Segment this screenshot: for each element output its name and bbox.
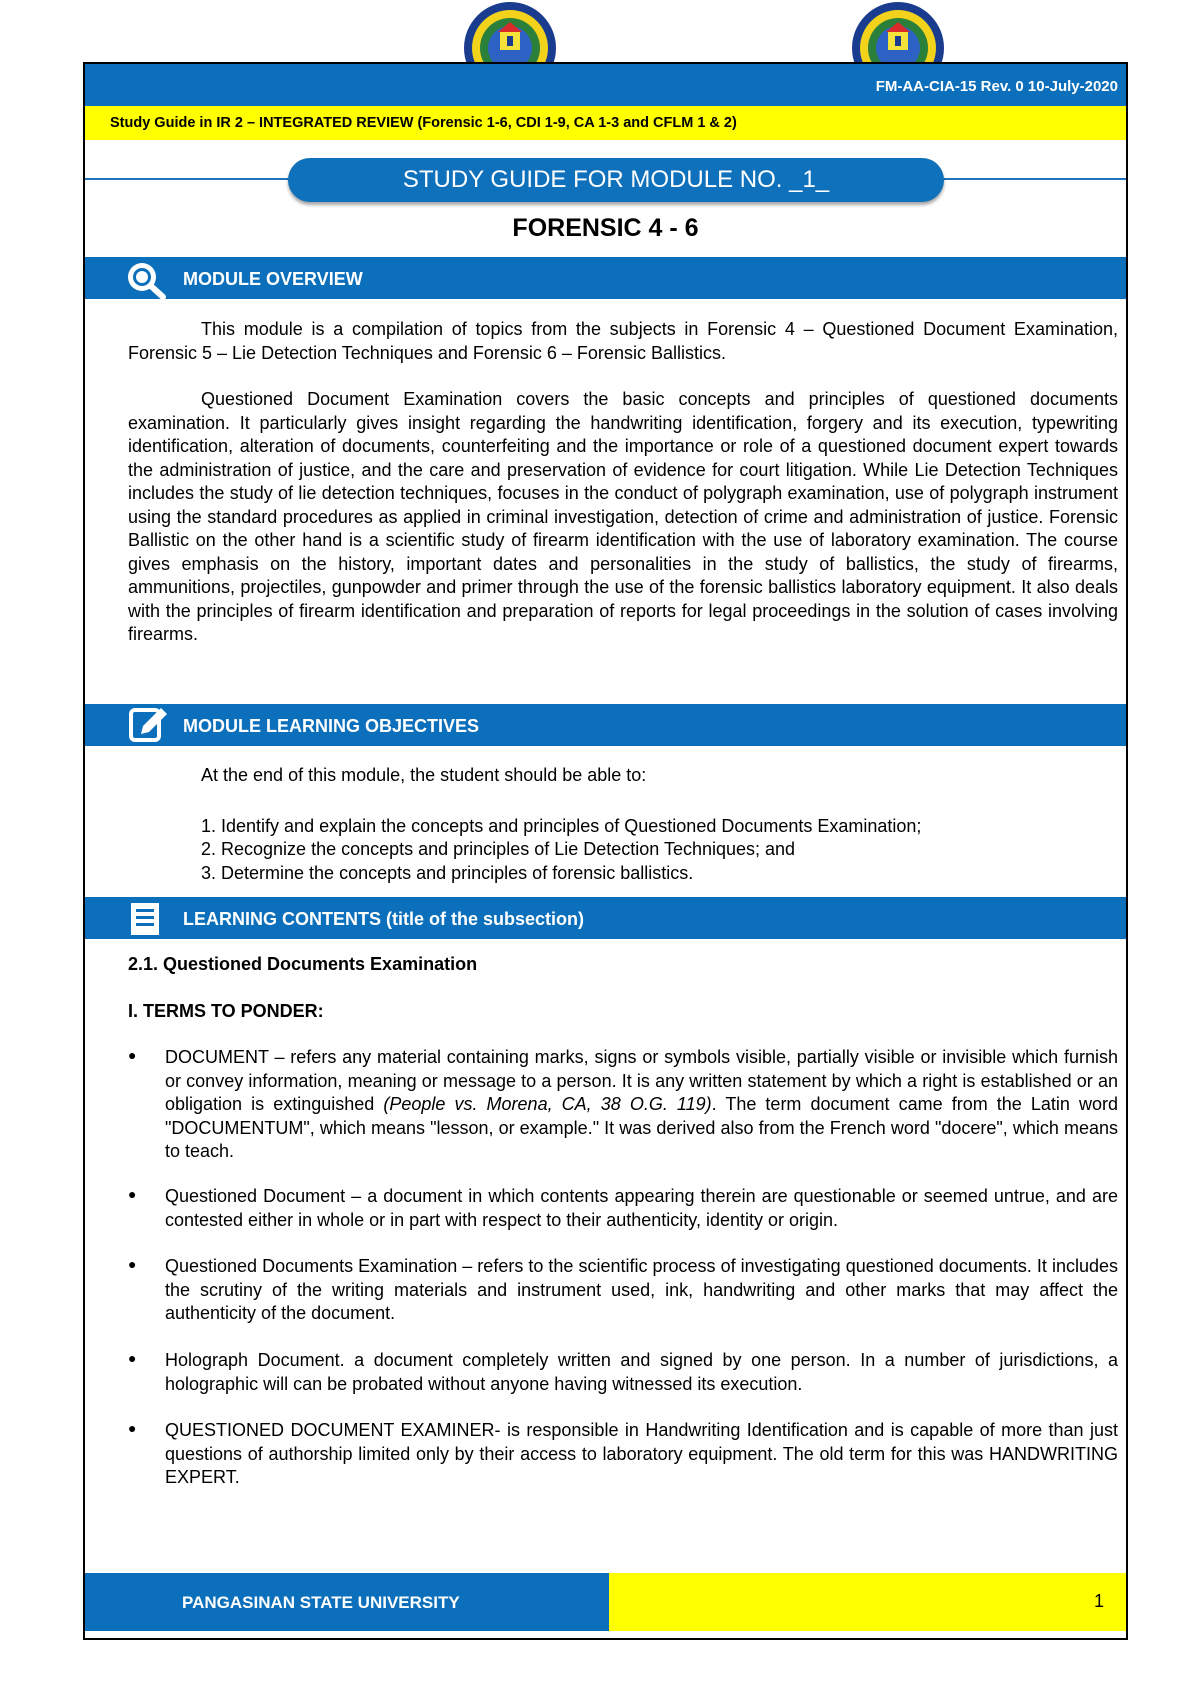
footer-page-bar [609, 1573, 1126, 1631]
term-text: DOCUMENT – refers any material containing marks, signs or symbols visible, partially visible or invisible which furnish or convey information, meaning or message to a person. It is any written statement by which a right is established or an obligation is extinguished [165, 1047, 1118, 1114]
overview-bar [85, 257, 1126, 299]
term-text: Holograph Document. a document completely written and signed by one person. In a number of jurisdictions, a holographic will can be probated without anyone having witnessed its execution. [165, 1350, 1118, 1394]
objective-item-1: 1. Identify and explain the concepts and principles of Questioned Documents Examination; [201, 816, 922, 836]
term-text: QUESTIONED DOCUMENT EXAMINER- is responsible in Handwriting Identification and is capable of more than just questions of authorship limited only by their access to laboratory equipment. The old term for this was HANDWRITING EXPERT. [165, 1420, 1118, 1487]
term-document [165, 1046, 1118, 1164]
terms-heading: I. TERMS TO PONDER: [128, 1001, 324, 1021]
study-guide-label: Study Guide in IR 2 – INTEGRATED REVIEW (Forensic 1-6, CDI 1-9, CA 1-3 and CFLM 1 & 2) [110, 115, 737, 131]
overview-paragraph-2: Questioned Document Examination covers the basic concepts and principles of questioned documents examination. It particularly gives insight regarding the handwriting identification, forgery and its execution, typewriting identification, alteration of documents, counterfeiting and the importance or role of a questioned document expert towards the administration of justice, and the care and preservation of evidence for court litigation. While Lie Detection Techniques includes the study of lie detection techniques, focuses in the conduct of polygraph examination, use of polygraph instrument using the standard procedures as applied in criminal investigation, detection of crime and administration of justice. Forensic Ballistic on the other hand is a scientific study of firearm identification with the use of laboratory examination. The course gives emphasis on the history, important dates and personalities in the study of ballistics, the study of firearms, ammunitions, projectiles, gunpowder and primer through the use of the forensic ballistics laboratory equipment. It also deals with the principles of firearm identification and preparation of reports for legal proceedings in the solution of cases involving firearms. [128, 389, 1118, 644]
module-title: FORENSIC 4 - 6 [512, 214, 699, 242]
objective-item-2: 2. Recognize the concepts and principles of Lie Detection Techniques; and [201, 839, 796, 859]
subsection-title: 2.1. Questioned Documents Examination [128, 954, 478, 974]
term-text: Questioned Documents Examination – refers to the scientific process of investigating questioned documents. It includes the scrutiny of the writing materials and instrument used, ink, handwriting and other marks that may affect the authenticity of the document. [165, 1256, 1118, 1323]
bullet-icon: ● [128, 1420, 137, 1436]
magnifier-icon [123, 257, 171, 299]
objectives-intro: At the end of this module, the student should be able to: [201, 765, 647, 785]
university-seal-right [850, 0, 946, 66]
objective-item-3: 3. Determine the concepts and principles of forensic ballistics. [201, 863, 694, 883]
overview-paragraph-1: This module is a compilation of topics from the subjects in Forensic 4 – Questioned Document Examination, Forensic 5 – Lie Detection Techniques and Forensic 6 – Forensic Ballistics. [128, 319, 1118, 363]
contents-bar [85, 897, 1126, 939]
bullet-icon: ● [128, 1350, 137, 1366]
overview-heading: MODULE OVERVIEW [183, 269, 363, 289]
divider-right [938, 178, 1126, 180]
university-name: PANGASINAN STATE UNIVERSITY [182, 1593, 460, 1612]
term-qd-examiner [165, 1419, 1118, 1490]
term-text-continued: . The term document came from the Latin word "DOCUMENTUM", which means "lesson, or example." It was derived also from the French word "docere", which means to teach. [165, 1094, 1118, 1161]
bullet-icon: ● [128, 1256, 137, 1272]
objectives-heading: MODULE LEARNING OBJECTIVES [183, 716, 480, 736]
term-questioned-documents-examination [165, 1255, 1118, 1326]
bullet-icon: ● [128, 1186, 137, 1202]
header-bar [85, 64, 1126, 106]
term-text: Questioned Document – a document in which contents appearing therein are questionable or seemed untrue, and are contested either in whole or in part with respect to their authenticity, identity or origin. [165, 1186, 1118, 1230]
study-guide-bar [85, 106, 1126, 140]
page-number: 1 [1093, 1591, 1104, 1611]
contents-heading: LEARNING CONTENTS (title of the subsection) [183, 909, 585, 929]
term-holograph-document [165, 1349, 1118, 1396]
objectives-bar [85, 704, 1126, 746]
form-code: FM-AA-CIA-15 Rev. 0 10-July-2020 [875, 78, 1118, 95]
divider-left [85, 178, 295, 180]
bullet-icon: ● [128, 1047, 137, 1063]
university-seal-left [462, 0, 558, 66]
term-questioned-document [165, 1185, 1118, 1232]
module-banner: STUDY GUIDE FOR MODULE NO. _1_ [288, 158, 944, 202]
footer-university-bar [85, 1573, 609, 1631]
edit-icon [123, 704, 171, 746]
term-citation: (People vs. Morena, CA, 38 O.G. 119) [383, 1094, 712, 1114]
document-icon [123, 897, 171, 939]
